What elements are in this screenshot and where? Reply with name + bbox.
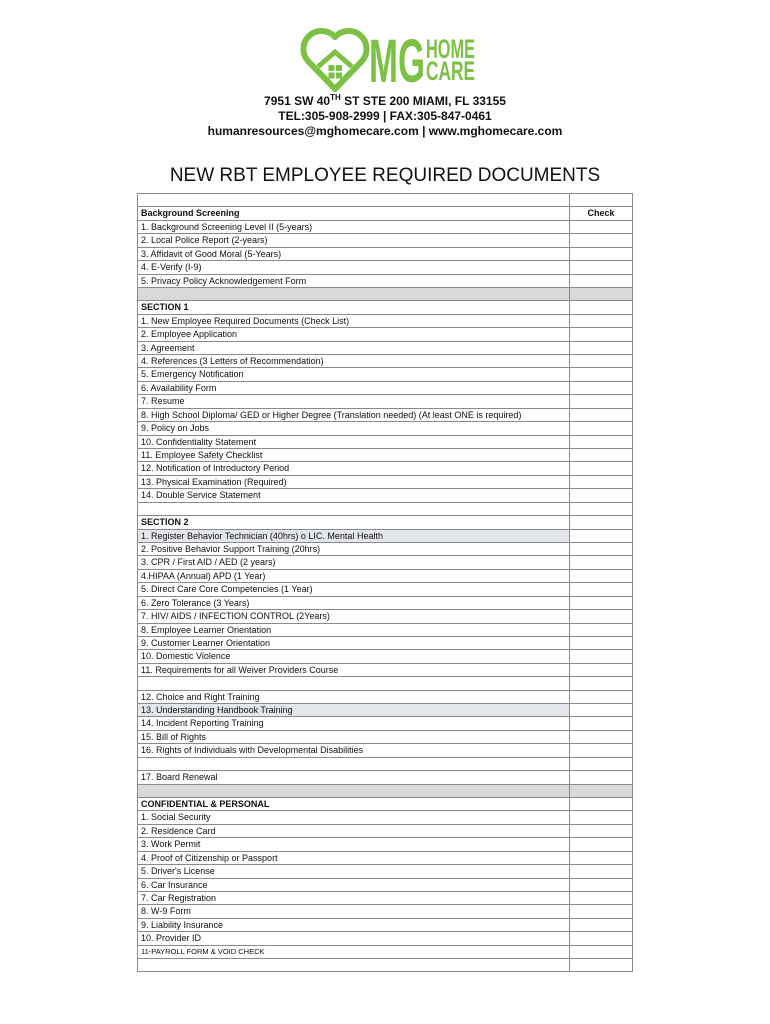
check-cell (570, 798, 633, 811)
blank-row-cell (138, 288, 570, 301)
checklist-item: 6. Zero Tolerance (3 Years) (138, 597, 570, 610)
check-column-header: Check (570, 207, 633, 220)
check-cell (570, 624, 633, 637)
check-cell (570, 543, 633, 556)
mg-home-care-logo (298, 27, 480, 95)
checklist-item: 13. Physical Examination (Required) (138, 476, 570, 489)
check-cell (570, 865, 633, 878)
checklist-item: 2. Positive Behavior Support Training (20hrs) (138, 543, 570, 556)
check-cell (570, 825, 633, 838)
heart-house-icon (303, 31, 366, 89)
address-email-web: humanresources@mghomecare.com | www.mghomecare.com (207, 124, 563, 138)
checklist-item: 1. Social Security (138, 811, 570, 824)
document-checklist-table (137, 193, 633, 972)
blank-row-cell (138, 785, 570, 798)
check-cell (570, 879, 633, 892)
check-cell (570, 758, 633, 771)
check-cell (570, 959, 633, 972)
check-cell (570, 932, 633, 945)
check-cell (570, 328, 633, 341)
company-address-block (0, 94, 770, 139)
checklist-item: 8. W-9 Form (138, 905, 570, 918)
check-cell (570, 355, 633, 368)
address-street-superscript: TH (330, 93, 341, 102)
checklist-item: 14. Double Service Statement (138, 489, 570, 502)
check-cell (570, 530, 633, 543)
check-cell (570, 731, 633, 744)
address-street-prefix: 7951 SW 40 (264, 94, 331, 108)
check-cell (570, 919, 633, 932)
checklist-item: 5. Privacy Policy Acknowledgement Form (138, 275, 570, 288)
checklist-item: 7. Car Registration (138, 892, 570, 905)
checklist-item: 7. HIV/ AIDS / INFECTION CONTROL (2Years) (138, 610, 570, 623)
checklist-item: 4. References (3 Letters of Recommendation) (138, 355, 570, 368)
checklist-item: 3. Work Permit (138, 838, 570, 851)
check-cell (570, 691, 633, 704)
check-cell (570, 342, 633, 355)
checklist-item: 2. Local Police Report (2-years) (138, 234, 570, 247)
check-cell (570, 744, 633, 757)
check-cell (570, 838, 633, 851)
checklist-item: 5. Direct Care Core Competencies (1 Year) (138, 583, 570, 596)
check-cell (570, 449, 633, 462)
check-cell (570, 409, 633, 422)
check-cell (570, 650, 633, 663)
check-cell (570, 717, 633, 730)
checklist-item: 16. Rights of Individuals with Developmental Disabilities (138, 744, 570, 757)
section-header: Background Screening (138, 207, 570, 220)
check-cell (570, 785, 633, 798)
blank-row-cell (138, 758, 570, 771)
checklist-item: 7. Resume (138, 395, 570, 408)
logo-initials: MG (369, 27, 425, 95)
logo-word-care: CARE (426, 56, 475, 86)
checklist-item: 14. Incident Reporting Training (138, 717, 570, 730)
check-cell (570, 677, 633, 690)
checklist-item: 9. Customer Learner Orientation (138, 637, 570, 650)
check-cell (570, 637, 633, 650)
check-cell (570, 476, 633, 489)
check-cell (570, 395, 633, 408)
checklist-item: 12. Notification of Introductory Period (138, 462, 570, 475)
check-cell (570, 436, 633, 449)
checklist-item: 4. Proof of Citizenship or Passport (138, 852, 570, 865)
check-cell (570, 489, 633, 502)
check-cell (570, 556, 633, 569)
page-title: NEW RBT EMPLOYEE REQUIRED DOCUMENTS (169, 165, 601, 186)
address-street (0, 94, 770, 109)
checklist-item: 6. Car Insurance (138, 879, 570, 892)
check-cell (570, 503, 633, 516)
checklist-item: 8. Employee Learner Orientation (138, 624, 570, 637)
blank-row-cell (138, 194, 570, 207)
check-cell (570, 248, 633, 261)
check-cell (570, 368, 633, 381)
checklist-item: 4. E-Verify (I-9) (138, 261, 570, 274)
check-cell (570, 422, 633, 435)
checklist-item: 12. Choice and Right Training (138, 691, 570, 704)
check-cell (570, 664, 633, 677)
check-cell (570, 811, 633, 824)
checklist-item: 5. Emergency Notification (138, 368, 570, 381)
checklist-item: 9. Policy on Jobs (138, 422, 570, 435)
checklist-item: 15. Bill of Rights (138, 731, 570, 744)
checklist-item: 11. Requirements for all Weiver Providers Course (138, 664, 570, 677)
check-cell (570, 905, 633, 918)
logo-word-home: HOME (426, 34, 475, 64)
blank-row-cell (138, 959, 570, 972)
section-header: SECTION 2 (138, 516, 570, 529)
check-cell (570, 301, 633, 314)
checklist-item: 11-PAYROLL FORM & VOID CHECK (138, 946, 570, 959)
checklist-item: 8. High School Diploma/ GED or Higher Degree (Translation needed) (At least ONE is required) (138, 409, 570, 422)
checklist-item: 3. Affidavit of Good Moral (5-Years) (138, 248, 570, 261)
check-cell (570, 315, 633, 328)
check-cell (570, 221, 633, 234)
check-cell (570, 570, 633, 583)
check-cell (570, 946, 633, 959)
checklist-item: 10. Confidentiality Statement (138, 436, 570, 449)
checklist-item: 3. Agreement (138, 342, 570, 355)
check-cell (570, 610, 633, 623)
check-cell (570, 892, 633, 905)
check-cell (570, 382, 633, 395)
checklist-item: 1. New Employee Required Documents (Check List) (138, 315, 570, 328)
checklist-item: 3. CPR / First AID / AED (2 years) (138, 556, 570, 569)
checklist-item: 11. Employee Safety Checklist (138, 449, 570, 462)
blank-row-cell (138, 677, 570, 690)
address-street-suffix: ST STE 200 MIAMI, FL 33155 (340, 94, 506, 108)
check-cell (570, 462, 633, 475)
check-cell (570, 704, 633, 717)
checklist-item: 10. Domestic Violence (138, 650, 570, 663)
check-cell (570, 275, 633, 288)
check-cell (570, 194, 633, 207)
checklist-item: 17. Board Renewal (138, 771, 570, 784)
checklist-item: 4.HIPAA (Annual) APD (1 Year) (138, 570, 570, 583)
section-header: SECTION 1 (138, 301, 570, 314)
section-header: CONFIDENTIAL & PERSONAL (138, 798, 570, 811)
checklist-item: 10. Provider ID (138, 932, 570, 945)
checklist-item: 2. Employee Application (138, 328, 570, 341)
checklist-item: 13. Understanding Handbook Training (138, 704, 570, 717)
checklist-item: 2. Residence Card (138, 825, 570, 838)
check-cell (570, 516, 633, 529)
checklist-item: 1. Background Screening Level II (5-years) (138, 221, 570, 234)
check-cell (570, 597, 633, 610)
check-cell (570, 852, 633, 865)
checklist-item: 5. Driver's License (138, 865, 570, 878)
check-cell (570, 583, 633, 596)
checklist-item: 9. Liability Insurance (138, 919, 570, 932)
checklist-item: 6. Availability Form (138, 382, 570, 395)
address-phone-fax: TEL:305-908-2999 | FAX:305-847-0461 (278, 109, 492, 123)
blank-row-cell (138, 503, 570, 516)
check-cell (570, 771, 633, 784)
checklist-item: 1. Register Behavior Technician (40hrs) o LIC. Mental Health (138, 530, 570, 543)
check-cell (570, 288, 633, 301)
check-cell (570, 261, 633, 274)
check-cell (570, 234, 633, 247)
